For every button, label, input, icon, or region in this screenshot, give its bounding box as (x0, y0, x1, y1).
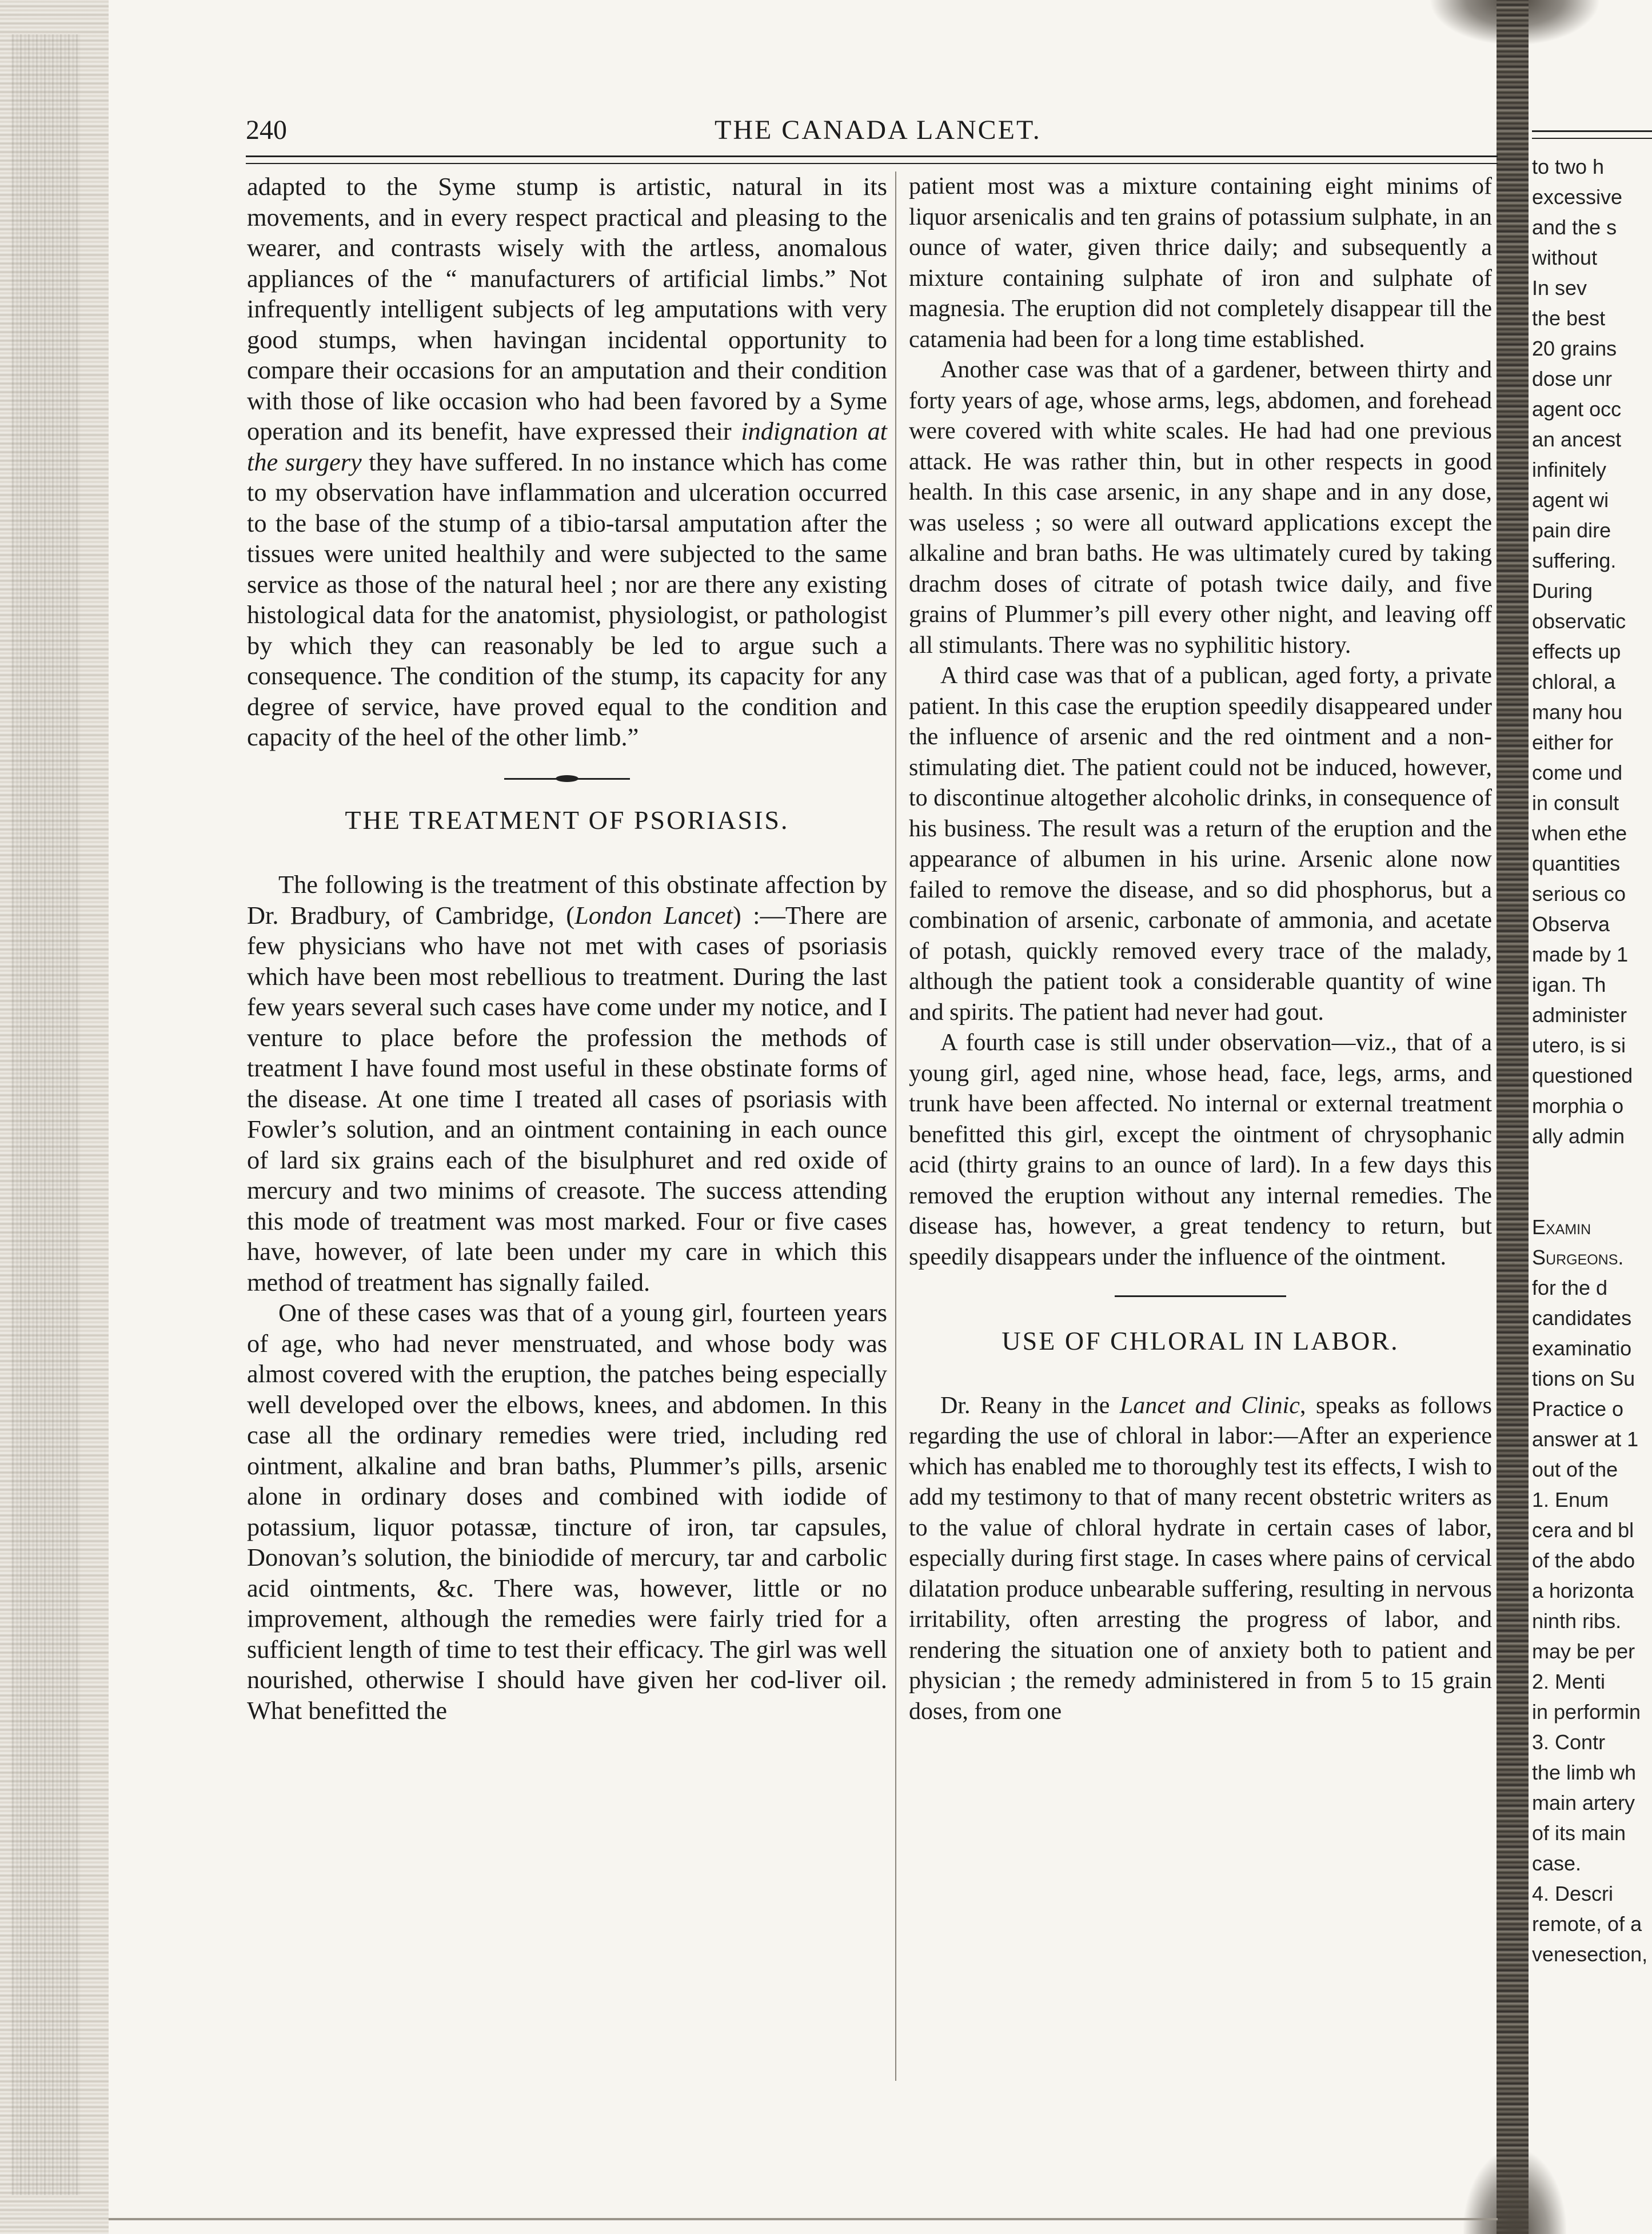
facing-line: made by 1 (1532, 943, 1629, 966)
page-edge-left (0, 0, 109, 2234)
facing-line: 20 grains (1532, 337, 1617, 360)
facing-line: main artery (1532, 1791, 1635, 1814)
facing-line: cera and bl (1532, 1518, 1634, 1542)
facing-line: may be per (1532, 1639, 1635, 1663)
facing-line: ninth ribs. (1532, 1609, 1622, 1633)
facing-lines-bottom (1532, 1212, 1652, 1969)
section-title-chloral: USE OF CHLORAL IN LABOR. (1001, 1326, 1399, 1355)
facing-line: and the s (1532, 216, 1617, 239)
facing-line: agent wi (1532, 488, 1609, 512)
continuation-text-end: they have suffered. In no instance which has come to my observation have inflammation and ulceration occurred to the base of the stump of a tibio-tarsal amputation after the tissues were united healthily and were subjected to the same service as those of the natural heel ; nor are there any existing histological data for the anatomist, physiologist, or pathologist by which they can reasonably be led to argue such a consequence. The condition of the stump, its capacity for any degree of service, have proved equal to the condition and capacity of the heel of the other limb.” (247, 447, 887, 751)
facing-line: utero, is si (1532, 1034, 1626, 1057)
column-divider (895, 171, 896, 2081)
facing-line: either for (1532, 731, 1614, 754)
facing-line: effects up (1532, 640, 1621, 663)
facing-line: Observa (1532, 912, 1610, 936)
case-paragraph-3: A third case was that of a publican, aged forty, a private patient. In this case the eruption speedily disappeared under the influence of arsenic and the red ointment and a non-stimulating diet. The patient could not be induced, however, to discontinue altogether alcoholic drinks, in consequence of his business. The result was a return of the eruption and the appearance of albumen in his urine. Arsenic alone now failed to remove the disease, and so did phosphorus, but a combination of arsenic, carbonate of ammonia, and acetate of potash, quickly removed every trace of the malady, although the patient took a considerable quantity of wine and spirits. The patient had never had gout. (909, 663, 1492, 1026)
facing-line: an ancest (1532, 428, 1622, 451)
book-spine (1497, 0, 1529, 2234)
facing-line: of its main (1532, 1821, 1626, 1845)
facing-line: venesection, (1532, 1942, 1648, 1966)
middle-column (909, 171, 1492, 1727)
page-bottom-edge (109, 2218, 1498, 2220)
continuation-text: adapted to the Syme stump is artistic, natural in its movements, and in every respect practical and pleasing to the wearer, and contrasts wisely with the artless, anomalous appliances of the “ manufacturers of artificial limbs.” Not infrequently intelligent subjects of leg amputations with very good stumps, when havingan incidental opportunity to compare their occasions for an amputation and their condition with those of like occasion who had been favored by a Syme operation and its benefit, have expressed their (247, 172, 887, 445)
page-edge-texture (11, 34, 80, 2195)
facing-line: Examin (1532, 1215, 1591, 1239)
continuation-italic: indignation at the surgery (247, 417, 887, 476)
facing-line: answer at 1 (1532, 1427, 1639, 1451)
facing-line: igan. Th (1532, 973, 1606, 996)
facing-line: come und (1532, 761, 1623, 784)
chloral-text: Dr. Reany in the (940, 1392, 1120, 1419)
facing-line: of the abdo (1532, 1549, 1635, 1572)
case-paragraph-1: patient most was a mixture containing eight minims of liquor arsenicalis and ten grains of potassium sulphate, in an ounce of water, given thrice daily; and subsequently a mixture containing sulphate of iron and sulphate of magnesia. The eruption did not completely disappear till the catamenia had been for a long time established. (909, 173, 1492, 353)
citation-lancet-clinic: Lancet and Clinic (1119, 1392, 1300, 1419)
facing-line: chloral, a (1532, 670, 1616, 693)
facing-line: examinatio (1532, 1337, 1632, 1360)
psoriasis-text-cont: ) :—There are few physicians who have not met with cases of psoriasis which have been most rebellious to treatment. During the last few years several such cases have come under my notice, and I venture to place before the profession the methods of treatment I have found most useful in these obstinate forms of the disease. At one time I treated all cases of psoriasis with Fowler’s solution, and an ointment containing in each ounce of lard six grains each of the bisulphuret and red oxide of mercury and two minims of creasote. The success attending this mode of treatment was most marked. Four or five cases have, however, of late been under my care in which this method of treatment has signally failed. (247, 900, 887, 1296)
facing-lines-top (1532, 151, 1652, 1151)
facing-line: dose unr (1532, 367, 1613, 390)
facing-line: observatic (1532, 609, 1626, 633)
facing-line: when ethe (1532, 821, 1627, 845)
facing-line: candidates (1532, 1306, 1632, 1330)
facing-line: excessive (1532, 185, 1623, 209)
facing-line: quantities (1532, 852, 1621, 875)
facing-line: 4. Descri (1532, 1882, 1614, 1905)
facing-line: Surgeons. (1532, 1246, 1624, 1269)
facing-line: tions on Su (1532, 1367, 1635, 1390)
left-column (247, 171, 887, 1726)
chloral-paragraph (909, 1391, 1492, 1728)
facing-line: 1. Enum (1532, 1488, 1609, 1511)
section-separator-2 (1115, 1295, 1286, 1297)
journal-title: THE CANADA LANCET. (715, 115, 1042, 145)
facing-line: 3. Contr (1532, 1730, 1606, 1754)
header-rule (246, 155, 1498, 164)
facing-line: administer (1532, 1003, 1627, 1027)
facing-line: case. (1532, 1852, 1582, 1875)
facing-line: for the d (1532, 1276, 1608, 1299)
facing-page-fragment (1532, 126, 1652, 1969)
running-header (246, 114, 1498, 154)
facing-line: ally admin (1532, 1124, 1625, 1148)
citation-london-lancet: London Lancet (574, 900, 733, 929)
facing-line: the limb wh (1532, 1761, 1637, 1784)
section-separator (504, 778, 630, 780)
continuation-paragraph (247, 171, 887, 753)
facing-line: During (1532, 579, 1593, 603)
page-number: 240 (246, 115, 287, 145)
facing-line: agent occ (1532, 397, 1622, 421)
psoriasis-text: The following is the treatment of this obstinate affection by Dr. Bradbury, of Cambridge, ( (247, 870, 887, 929)
facing-gap (1532, 1151, 1652, 1212)
facing-line: without (1532, 246, 1598, 269)
facing-line: 2. Menti (1532, 1670, 1606, 1693)
facing-line: remote, of a (1532, 1912, 1642, 1936)
facing-line: serious co (1532, 882, 1626, 905)
facing-line: out of the (1532, 1458, 1618, 1481)
facing-line: to two h (1532, 155, 1605, 178)
facing-line: the best (1532, 306, 1606, 330)
section-title-psoriasis: THE TREATMENT OF PSORIASIS. (345, 805, 789, 835)
case-paragraph-4: A fourth case is still under observation—viz., that of a young girl, aged nine, whose head, face, legs, arms, and trunk have been affected. No internal or external treatment benefitted this girl, except the ointment of chrysophanic acid (thirty grains to an ounce of lard). In a few days this removed the eruption without any internal remedies. The disease has, however, a great tendency to return, but speedily disappears under the influence of the ointment. (909, 1030, 1492, 1270)
facing-line: In sev (1532, 276, 1587, 300)
facing-line: infinitely (1532, 458, 1607, 481)
facing-line: morphia o (1532, 1094, 1624, 1118)
facing-line: in consult (1532, 791, 1619, 815)
facing-line: suffering. (1532, 549, 1617, 572)
facing-line: pain dire (1532, 518, 1611, 542)
facing-header-rule (1532, 130, 1652, 139)
psoriasis-paragraph-2: One of these cases was that of a young girl, fourteen years of age, who had never menstruated, and whose body was almost covered with the eruption, the patches being especially well developed over the elbows, knees, and abdomen. In this case all the ordinary remedies were tried, including red ointment, alkaline and bran baths, Plummer’s pills, arsenic alone in ordinary doses and combined with iodide of potassium, liquor potassæ, tincture of iron, tar capsules, Donovan’s solution, the biniodide of mercury, tar and carbolic acid ointments, &c. There was, however, little or no improvement, although the remedies were fairly tried for a sufficient length of time to test their efficacy. The girl was well nourished, otherwise I should have given her cod-liver oil. What benefitted the (247, 1298, 887, 1725)
case-paragraph-2: Another case was that of a gardener, between thirty and forty years of age, whose arms, legs, abdomen, and forehead were covered with white scales. He had had one previous attack. He was rather thin, but in other respects in good health. In this case arsenic, in any shape and in any dose, was useless ; so were all outward applications except the alkaline and bran baths. He was ultimately cured by taking drachm doses of citrate of potash twice daily, and five grains of Plummer’s pill every other night, and leaving off all stimulants. There was no syphilitic history. (909, 357, 1492, 659)
psoriasis-paragraph-1 (247, 869, 887, 1298)
chloral-text-cont: , speaks as follows regarding the use of chloral in labor:—After an experience which has enabled me to thoroughly test its effects, I wish to add my testimony to that of many recent obstetric writers as to the value of chloral hydrate in certain cases of labor, especially during first stage. In cases where pains of cervical dilatation produce unbearable suffering, resulting in nervous irritability, often arresting the progress of labor, and rendering the situation one of anxiety both to patient and physician ; the remedy administered in from 5 to 15 grain doses, from one (909, 1392, 1493, 1725)
binding-shadow-bottom (1463, 2149, 1566, 2234)
facing-line: in performin (1532, 1700, 1641, 1724)
facing-line: many hou (1532, 700, 1623, 724)
facing-line: questioned (1532, 1064, 1633, 1087)
facing-line: a horizonta (1532, 1579, 1634, 1602)
facing-line: Practice o (1532, 1397, 1624, 1421)
